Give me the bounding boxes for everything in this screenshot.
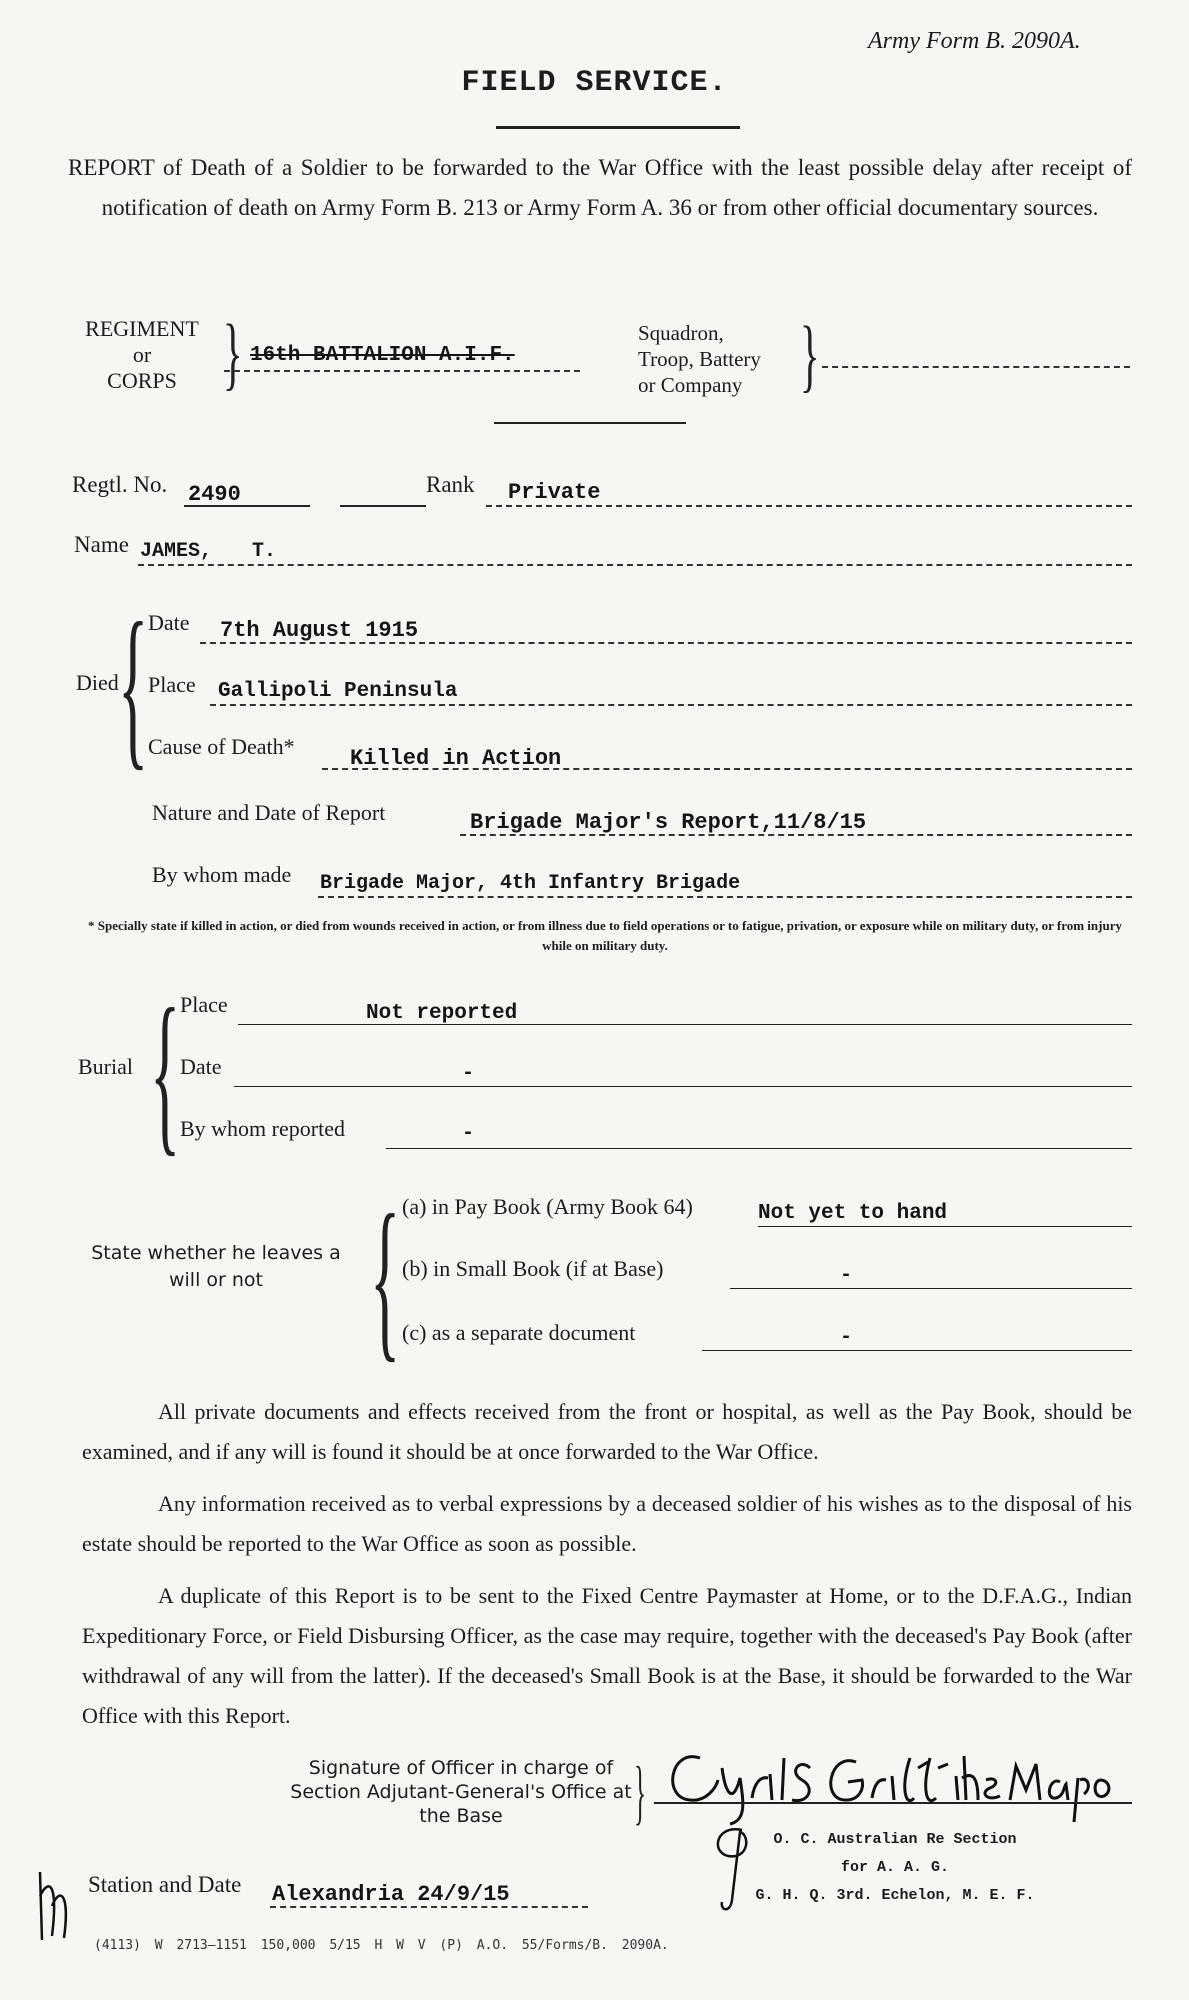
- burial-reported-label: By whom reported: [180, 1116, 345, 1141]
- burial-place-line: [238, 1024, 1132, 1025]
- page-title: FIELD SERVICE.: [461, 66, 728, 100]
- will-brace: {: [370, 1178, 401, 1377]
- died-brace: {: [118, 586, 149, 785]
- burial-label: Burial: [78, 1054, 133, 1079]
- regiment-label-line-2: or: [132, 342, 152, 367]
- by-whom-value: Brigade Major, 4th Infantry Brigade: [320, 872, 741, 895]
- will-c-line: [702, 1350, 1132, 1351]
- margin-initial-mark: [30, 1866, 74, 1946]
- cause-value: Killed in Action: [350, 746, 562, 771]
- burial-reported-value: -: [462, 1122, 475, 1145]
- instruction-paragraph-3: A duplicate of this Report is to be sent to the Fixed Centre Paymaster at Home, or to the D.F.A.G., Indian Expeditionary Force, or Field Disbursing Officer, as the case may require, together with the deceased's Pay Book (after withdrawal of any will from the latter). If the deceased's Small Book is at the Base, it should be forwarded to the War Office with this Report.: [82, 1583, 1132, 1728]
- will-a-line: [758, 1226, 1132, 1227]
- by-whom-line: [318, 896, 1132, 898]
- died-place-line: [210, 704, 1132, 706]
- regtl-line: [184, 505, 310, 507]
- regtl-label: Regtl. No.: [72, 472, 168, 497]
- died-date-line: [200, 642, 1132, 644]
- squadron-label-line-2: Troop, Battery: [638, 347, 761, 371]
- rank-leader-line: [340, 505, 426, 507]
- initials-scribble: [692, 1810, 782, 1920]
- will-question: State whether he leaves a will or not: [91, 1242, 341, 1291]
- stamp-line-1: O. C. Australian Re Section: [773, 1831, 1017, 1848]
- regiment-line: [224, 370, 580, 372]
- station-label: Station and Date: [88, 1872, 242, 1897]
- burial-brace: {: [150, 972, 181, 1171]
- signature-brace: }: [634, 1752, 647, 1832]
- squadron-label: [638, 320, 761, 398]
- by-whom-label: By whom made: [152, 862, 292, 887]
- regiment-value: 16th BATTALION A.I.F.: [250, 344, 515, 367]
- printer-line: (4113) W 2713—1151 150,000 5/15 H W V (P) A.O. 55/Forms/B. 2090A.: [94, 1938, 669, 1953]
- will-a-label: (a) in Pay Book (Army Book 64): [402, 1194, 693, 1219]
- regtl-value: 2490: [188, 482, 241, 507]
- signature-label: Signature of Officer in charge of Section Adjutant-General's Office at the Base: [290, 1757, 632, 1827]
- stamp-line-3: G. H. Q. 3rd. Echelon, M. E. F.: [755, 1887, 1035, 1904]
- name-line: [138, 564, 1132, 566]
- title-rule: [496, 126, 740, 129]
- stamp-line-2: for A. A. G.: [840, 1859, 950, 1876]
- death-footnote: * Specially state if killed in action, or died from wounds received in action, or from illness due to field operations or to fatigue, privation, or exposure while on military duty, or from injury while on military duty.: [88, 918, 1122, 953]
- squadron-label-line-1: Squadron,: [638, 321, 724, 345]
- signature-line: [654, 1802, 1132, 1804]
- will-b-value: -: [840, 1264, 853, 1287]
- will-c-value: -: [840, 1326, 853, 1349]
- station-line: [270, 1906, 588, 1908]
- instruction-paragraph-2: Any information received as to verbal expressions by a deceased soldier of his wishes as to the disposal of his estate should be reported to the War Office as soon as possible.: [82, 1491, 1132, 1556]
- intro-text: REPORT of Death of a Soldier to be forwarded to the War Office with the least possible delay after receipt of notification of death on Army Form B. 213 or Army Form A. 36 or from other official documentary sources.: [68, 155, 1132, 220]
- died-place-label: Place: [148, 672, 196, 697]
- squadron-label-line-3: or Company: [638, 373, 743, 397]
- will-a-value: Not yet to hand: [758, 1202, 948, 1225]
- burial-reported-line: [386, 1148, 1132, 1149]
- will-c-label: (c) as a separate document: [402, 1320, 636, 1345]
- instruction-paragraph-1: All private documents and effects received from the front or hospital, as well as the Pay Book, should be examined, and if any will is found it should be at once forwarded to the War Office.: [82, 1399, 1132, 1464]
- nature-label: Nature and Date of Report: [152, 800, 386, 825]
- section-divider: [494, 422, 686, 424]
- burial-place-value: Not reported: [366, 1002, 518, 1025]
- died-label: Died: [76, 670, 119, 695]
- burial-place-label: Place: [180, 992, 228, 1017]
- form-number: Army Form B. 2090A.: [868, 28, 1081, 54]
- burial-date-value: -: [462, 1062, 475, 1085]
- regiment-brace: }: [222, 307, 243, 398]
- name-label: Name: [74, 532, 129, 557]
- nature-value: Brigade Major's Report,11/8/15: [470, 810, 867, 835]
- rank-value: Private: [508, 480, 601, 505]
- squadron-brace: }: [799, 309, 820, 400]
- cause-line: [322, 768, 1132, 770]
- burial-date-label: Date: [180, 1054, 222, 1079]
- regiment-label: [72, 316, 212, 394]
- squadron-line: [822, 366, 1130, 368]
- died-place-value: Gallipoli Peninsula: [218, 680, 458, 703]
- regiment-label-line-3: CORPS: [107, 368, 177, 393]
- died-date-label: Date: [148, 610, 190, 635]
- station-value: Alexandria 24/9/15: [272, 1882, 510, 1907]
- rank-line: [486, 505, 1132, 507]
- cause-label: Cause of Death*: [148, 734, 295, 759]
- will-b-label: (b) in Small Book (if at Base): [402, 1256, 664, 1281]
- nature-line: [460, 834, 1132, 836]
- will-b-line: [730, 1288, 1132, 1289]
- died-date-value: 7th August 1915: [220, 618, 419, 643]
- rank-label: Rank: [426, 472, 475, 497]
- name-value: JAMES, T.: [140, 540, 277, 563]
- regiment-label-line-1: REGIMENT: [85, 316, 199, 341]
- burial-date-line: [234, 1086, 1132, 1087]
